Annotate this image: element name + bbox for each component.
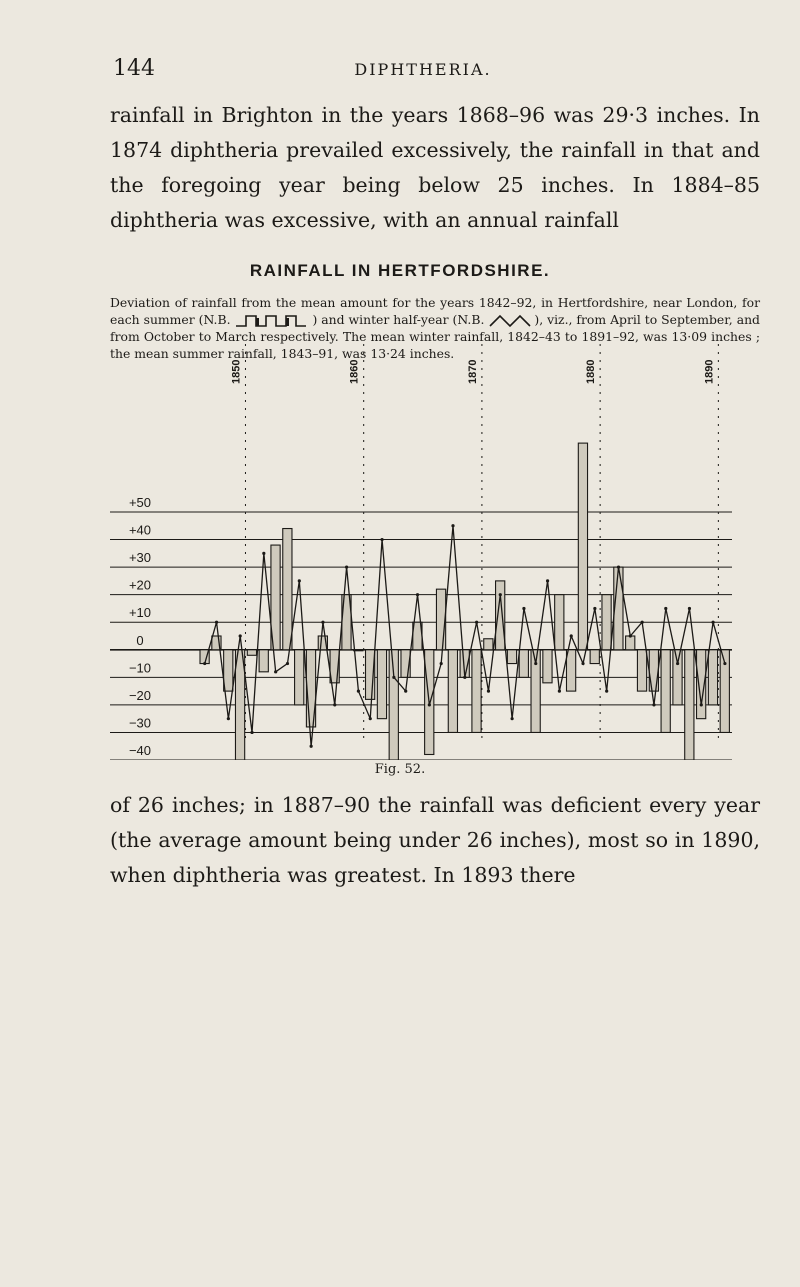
- summer-bar: [259, 650, 268, 672]
- winter-point: [416, 593, 419, 596]
- decade-label: 1850: [230, 359, 243, 384]
- winter-point: [404, 690, 407, 693]
- summer-bar: [377, 650, 386, 719]
- winter-point: [227, 717, 230, 720]
- winter-point: [333, 703, 336, 706]
- summer-bar: [472, 650, 481, 733]
- caption-part-3: ), viz., from April to September, and from October to March respectively. The mean winter rainfall, 1842–43 to 1891–92, was 13·09 inches ; the mean summer rainfall, 1843–91, was 13·24 inches.: [110, 312, 760, 361]
- winter-point: [711, 621, 714, 624]
- summer-bar: [685, 650, 694, 760]
- winter-point: [534, 662, 537, 665]
- figure-title: RAINFALL IN HERTFORDSHIRE.: [249, 261, 551, 280]
- summer-bar: [637, 650, 646, 691]
- winter-zigzag-line-icon: [488, 314, 534, 328]
- summer-bar: [626, 636, 635, 650]
- winter-point: [369, 717, 372, 720]
- summer-bar: [448, 650, 457, 733]
- running-head: DIPHTHERIA.: [354, 60, 492, 79]
- winter-point: [499, 593, 502, 596]
- winter-point: [380, 538, 383, 541]
- page-number: 144: [113, 56, 155, 81]
- summer-bar: [247, 650, 256, 656]
- winter-point: [605, 690, 608, 693]
- tick-layer: [129, 495, 151, 758]
- y-tick-label: −10: [128, 660, 152, 676]
- winter-point: [558, 690, 561, 693]
- winter-point: [570, 634, 573, 637]
- y-tick-label: 0: [136, 632, 144, 648]
- decade-label: 1890: [703, 359, 716, 384]
- winter-point: [250, 731, 253, 734]
- winter-point: [451, 524, 454, 527]
- body-paragraph-top: rainfall in Brighton in the years 1868–96 was 29·3 inches. In 1874 diphtheria prevailed excessively, the rainfall in that and the foregoing year being below 25 inches. In 1884–85 diphtheria was excessive, with an annual rainfall: [110, 103, 760, 232]
- winter-series-layer: [203, 524, 726, 748]
- y-tick-label: −40: [128, 743, 152, 758]
- summer-bar: [543, 650, 552, 683]
- winter-point: [700, 703, 703, 706]
- caption-part-2: ) and winter half-year (N.B.: [312, 312, 485, 327]
- winter-point: [581, 662, 584, 665]
- winter-point: [298, 579, 301, 582]
- caption-part-1: Deviation of rainfall from the mean amount for the years 1842–92, in Hertfordshire, near London, for each summer (N.B.: [110, 295, 760, 327]
- winter-point: [511, 717, 514, 720]
- winter-point: [357, 690, 360, 693]
- summer-bar: [566, 650, 575, 691]
- summer-bar: [673, 650, 682, 705]
- body-paragraph-bottom: of 26 inches; in 1887–90 the rainfall was deficient every year (the average amount being under 26 inches), most so in 1890, when diphtheria was greatest. In 1893 there: [110, 793, 760, 887]
- winter-point: [723, 662, 726, 665]
- winter-point: [641, 621, 644, 624]
- winter-point: [392, 676, 395, 679]
- winter-point: [664, 607, 667, 610]
- y-tick-label: +10: [128, 605, 152, 621]
- winter-point: [593, 607, 596, 610]
- winter-point: [629, 634, 632, 637]
- rainfall-chart: [0, 340, 800, 760]
- winter-point: [321, 621, 324, 624]
- winter-point: [475, 621, 478, 624]
- summer-bar: [519, 650, 528, 678]
- decade-label: 1880: [585, 359, 598, 384]
- winter-point: [440, 662, 443, 665]
- winter-point: [676, 662, 679, 665]
- winter-point: [463, 676, 466, 679]
- summer-bar: [496, 581, 505, 650]
- winter-point: [546, 579, 549, 582]
- y-tick-label: +30: [128, 550, 152, 566]
- summer-bar: [555, 595, 564, 650]
- winter-point: [203, 662, 206, 665]
- summer-bar: [283, 529, 292, 650]
- decade-label: 1860: [348, 359, 361, 384]
- summer-step-line-icon: [234, 314, 312, 328]
- winter-point: [215, 621, 218, 624]
- winter-point: [487, 690, 490, 693]
- summer-series-layer: [200, 443, 729, 760]
- winter-point: [286, 662, 289, 665]
- winter-point: [239, 634, 242, 637]
- y-tick-label: −30: [128, 715, 152, 731]
- summer-bar: [661, 650, 670, 733]
- summer-bar: [224, 650, 233, 691]
- winter-point: [262, 552, 265, 555]
- summer-bar: [507, 650, 516, 664]
- winter-point: [310, 745, 313, 748]
- winter-point: [274, 670, 277, 673]
- summer-bar: [389, 650, 398, 760]
- y-tick-label: +20: [128, 577, 152, 593]
- y-tick-label: +40: [128, 522, 152, 538]
- decade-label: 1870: [466, 359, 479, 384]
- page-header: [113, 56, 733, 90]
- figure-label: Fig. 52.: [374, 762, 426, 777]
- winter-point: [617, 566, 620, 569]
- summer-bar: [295, 650, 304, 705]
- y-tick-label: +50: [128, 495, 152, 510]
- summer-bar: [708, 650, 717, 705]
- summer-bar: [590, 650, 599, 664]
- summer-bar: [602, 595, 611, 650]
- summer-bar: [436, 589, 445, 650]
- winter-point: [522, 607, 525, 610]
- winter-point: [652, 703, 655, 706]
- winter-point: [688, 607, 691, 610]
- winter-point: [428, 703, 431, 706]
- summer-bar: [578, 443, 587, 650]
- winter-point: [345, 566, 348, 569]
- y-tick-label: −20: [128, 687, 152, 703]
- summer-bar: [484, 639, 493, 650]
